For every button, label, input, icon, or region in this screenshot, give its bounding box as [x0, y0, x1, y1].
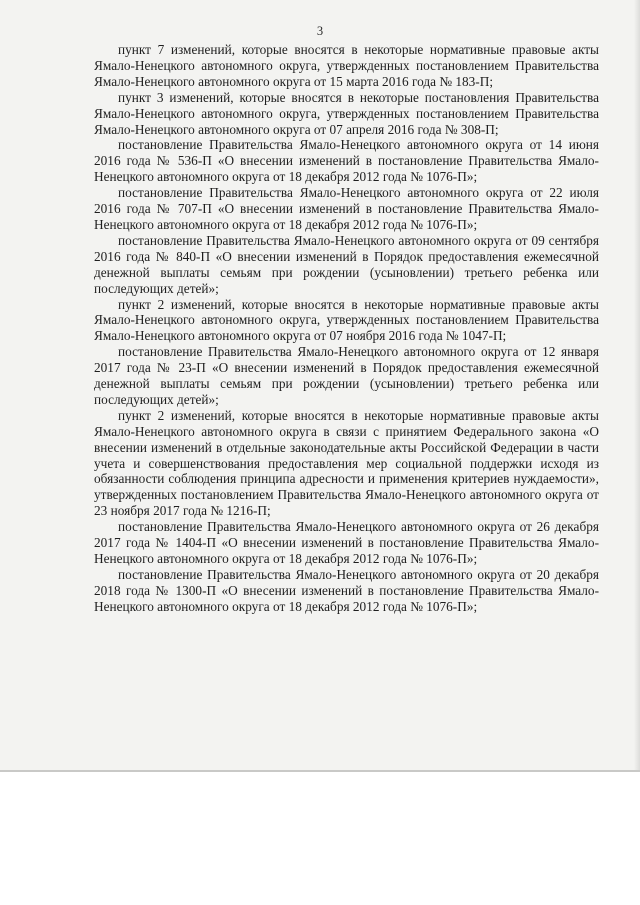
- paragraph-1: пункт 7 изменений, которые вносятся в некоторые нормативные правовые акты Ямало-Ненецкого автономного округа, утвержденных постановлением Правительства Ямало-Ненецкого автономного округа от 15 марта 2016 года № 183-П;: [94, 42, 599, 89]
- page-edge-shadow: [634, 0, 640, 771]
- paragraph-6: пункт 2 изменений, которые вносятся в некоторые нормативные правовые акты Ямало-Ненецкого автономного округа, утвержденных постановлением Правительства Ямало-Ненецкого автономного округа от 07 ноября 2016 года № 1047-П;: [94, 296, 599, 344]
- document-body: [94, 42, 599, 615]
- paragraph-4: постановление Правительства Ямало-Ненецкого автономного округа от 22 июля 2016 года № 707-П «О внесении изменений в постановление Правительства Ямало-Ненецкого автономного округа от 18 декабря 2012 года № 1076-П»;: [94, 185, 599, 232]
- paragraph-10: постановление Правительства Ямало-Ненецкого автономного округа от 20 декабря 2018 года № 1300-П «О внесении изменений в постановление Правительства Ямало-Ненецкого автономного округа от 18 декабря 2012 года № 1076-П»;: [94, 566, 599, 614]
- paragraph-5: постановление Правительства Ямало-Ненецкого автономного округа от 09 сентября 2016 года № 840-П «О внесении изменений в Порядок предоставления ежемесячной денежной выплаты семьям при рождении (усыновлении) третьего ребенка или последующих детей»;: [94, 232, 599, 296]
- paragraph-9: постановление Правительства Ямало-Ненецкого автономного округа от 26 декабря 2017 года № 1404-П «О внесении изменений в постановление Правительства Ямало-Ненецкого автономного округа от 18 декабря 2012 года № 1076-П»;: [94, 519, 599, 566]
- page-number: 3: [316, 24, 324, 38]
- paragraph-2: пункт 3 изменений, которые вносятся в некоторые постановления Правительства Ямало-Ненецкого автономного округа, утвержденных постановлением Правительства Ямало-Ненецкого автономного округа от 07 апреля 2016 года № 308-П;: [94, 89, 599, 137]
- paragraph-7: постановление Правительства Ямало-Ненецкого автономного округа от 12 января 2017 года № 23-П «О внесении изменений в Порядок предоставления ежемесячной денежной выплаты семьям при рождении (усыновлении) третьего ребенка или последующих детей»;: [94, 344, 599, 407]
- paragraph-3: постановление Правительства Ямало-Ненецкого автономного округа от 14 июня 2016 года № 536-П «О внесении изменений в постановление Правительства Ямало-Ненецкого автономного округа от 18 декабря 2012 года № 1076-П»;: [94, 137, 599, 185]
- paragraph-8: пункт 2 изменений, которые вносятся в некоторые нормативные правовые акты Ямало-Ненецкого автономного округа в связи с принятием Федерального закона «О внесении изменений в отдельные законодательные акты Российской Федерации в части учета и совершенствования предоставления мер социальной поддержки исходя из обязанности соблюдения принципа адресности и применения критериев нуждаемости», утвержденных постановлением Правительства Ямало-Ненецкого автономного округа от 23 ноября 2017 года № 1216-П;: [94, 407, 599, 519]
- page-bottom-border: [0, 770, 640, 772]
